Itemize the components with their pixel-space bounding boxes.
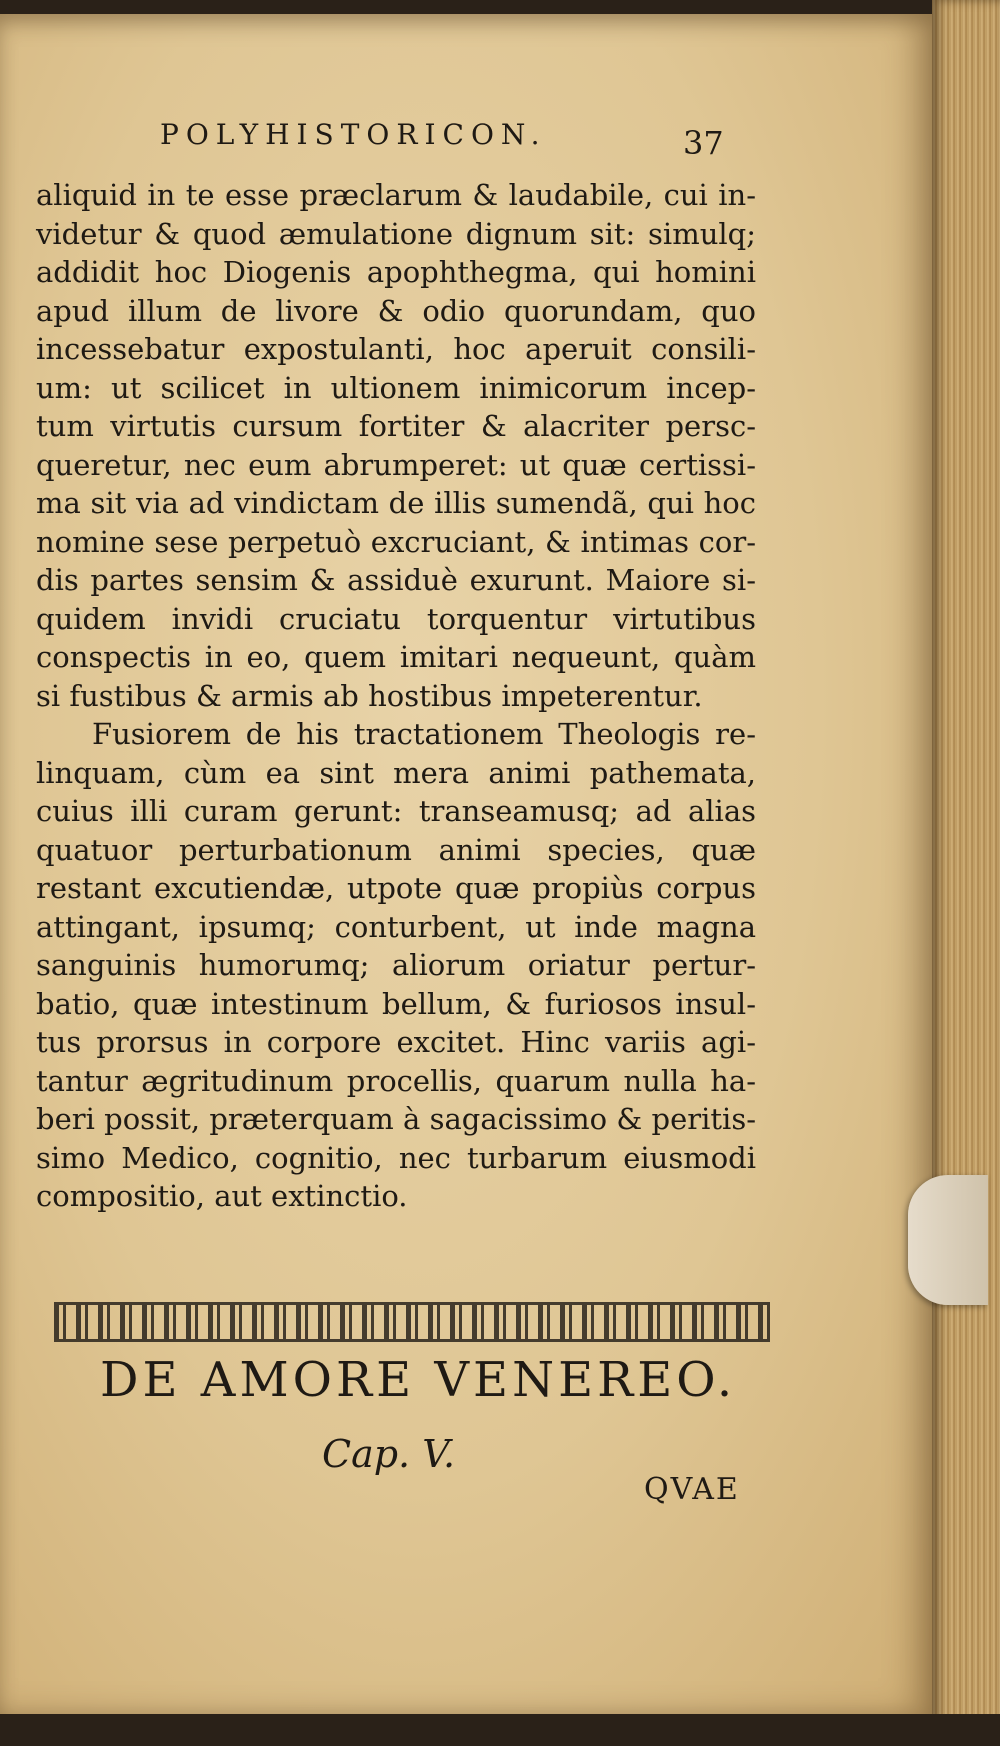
body-line: dis partes sensim & assiduè exurunt. Maiore si- xyxy=(36,563,756,597)
body-line: beri possit, præterquam à sagacissimo & peritis- xyxy=(36,1102,756,1136)
body-line: queretur, nec eum abrumperet: ut quæ certissi- xyxy=(36,447,756,482)
body-line: compositio, aut extinctio. xyxy=(36,1179,408,1213)
body-line: simo Medico, cognitio, nec turbarum eiusmodi xyxy=(36,1140,756,1175)
body-line: Fusiorem de his tractationem Theologis re- xyxy=(92,717,756,751)
body-line: linquam, cùm ea sint mera animi pathemata, xyxy=(36,755,756,790)
body-line: batio, quæ intestinum bellum, & furiosos insul- xyxy=(36,986,756,1021)
body-line: quatuor perturbationum animi species, quæ xyxy=(36,832,756,867)
body-line: tum virtutis cursum fortiter & alacriter persc- xyxy=(36,409,756,443)
body-line: nomine sese perpetuò excruciant, & intimas cor- xyxy=(36,524,756,559)
body-line: addidit hoc Diogenis apophthegma, qui homini xyxy=(36,255,756,289)
scan-background xyxy=(0,1714,1000,1746)
bookmark-tab xyxy=(908,1175,988,1305)
body-line: um: ut scilicet in ultionem inimicorum incep- xyxy=(36,370,756,405)
body-line: aliquid in te esse præclarum & laudabile, cui in- xyxy=(36,178,756,212)
section-heading: DE AMORE VENEREO. xyxy=(100,1352,737,1408)
body-line: incessebatur expostulanti, hoc aperuit consili- xyxy=(36,332,756,366)
body-text xyxy=(36,176,756,1216)
body-line: quidem invidi cruciatu torquentur virtutibus xyxy=(36,601,756,636)
ornamental-border xyxy=(54,1302,770,1342)
body-line: restant excutiendæ, utpote quæ propiùs corpus xyxy=(36,871,756,905)
body-line: conspectis in eo, quem imitari nequeunt, quàm xyxy=(36,640,756,674)
body-line: tantur ægritudinum procellis, quarum nulla ha- xyxy=(36,1063,756,1098)
body-line: tus prorsus in corpore excitet. Hinc variis agi- xyxy=(36,1025,756,1059)
body-line: si fustibus & armis ab hostibus impeterentur. xyxy=(36,678,703,713)
page-edges xyxy=(932,0,1000,1746)
page-number: 37 xyxy=(683,124,724,162)
catchword: QVAE xyxy=(644,1472,740,1507)
body-line: attingant, ipsumq; conturbent, ut inde magna xyxy=(36,909,756,944)
body-line: sanguinis humorumq; aliorum oriatur pertur- xyxy=(36,948,756,982)
chapter-label: Cap. V. xyxy=(322,1432,456,1476)
body-line: cuius illi curam gerunt: transeamusq; ad alias xyxy=(36,794,756,828)
running-head: POLYHISTORICON. xyxy=(160,118,547,151)
body-line: videtur & quod æmulatione dignum sit: simulq; xyxy=(36,216,756,251)
body-line: ma sit via ad vindictam de illis sumendã, qui hoc xyxy=(36,486,756,520)
body-line: apud illum de livore & odio quorundam, quo xyxy=(36,293,756,328)
